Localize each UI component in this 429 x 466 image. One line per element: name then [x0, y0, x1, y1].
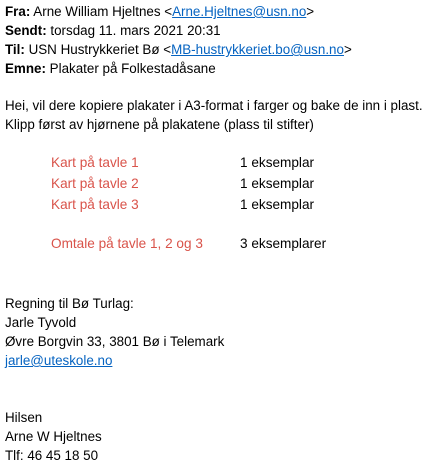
closing-text: Hilsen: [5, 410, 43, 425]
billing-email-row: [5, 353, 112, 368]
order-qty-2: 1 eksemplar: [240, 176, 315, 191]
intro-line-1: Hei, vil dere kopiere plakater i A3-format i farger og bake de inn i plast.: [5, 98, 423, 113]
order-item-3: Kart på tavle 3: [51, 197, 139, 212]
billing-address: Øvre Borgvin 33, 3801 Bø i Telemark: [5, 334, 225, 349]
to-email-link[interactable]: MB-hustrykkeriet.bo@usn.no: [171, 42, 344, 57]
to-name: USN Hustrykkeriet Bø <: [28, 42, 172, 57]
order-qty-3: 1 eksemplar: [240, 197, 315, 212]
to-label: Til:: [5, 42, 25, 57]
sent-label: Sendt:: [5, 23, 47, 38]
sent-row: [5, 23, 221, 38]
from-row: [5, 4, 314, 19]
to-row: [5, 42, 352, 57]
order-item-2: Kart på tavle 2: [51, 176, 139, 191]
subject-value: Plakater på Folkestadåsane: [49, 61, 216, 76]
order-item-4: Omtale på tavle 1, 2 og 3: [51, 236, 203, 251]
order-item-1: Kart på tavle 1: [51, 155, 139, 170]
signature-name: Arne W Hjeltnes: [5, 429, 102, 444]
from-email-link[interactable]: Arne.Hjeltnes@usn.no: [172, 4, 307, 19]
from-name: Arne William Hjeltnes <: [33, 4, 173, 19]
subject-row: [5, 61, 216, 76]
order-qty-4: 3 eksemplarer: [240, 236, 327, 251]
billing-name: Jarle Tyvold: [5, 315, 77, 330]
signature-phone: Tlf: 46 45 18 50: [5, 448, 99, 463]
order-qty-1: 1 eksemplar: [240, 155, 315, 170]
from-label: Fra:: [5, 4, 31, 19]
billing-email-link[interactable]: jarle@uteskole.no: [5, 353, 113, 368]
billing-heading: Regning til Bø Turlag:: [5, 296, 134, 311]
sent-value: torsdag 11. mars 2021 20:31: [50, 23, 221, 38]
intro-line-2: Klipp først av hjørnene på plakatene (plass til stifter): [5, 117, 314, 132]
from-close: >: [306, 4, 315, 19]
to-close: >: [343, 42, 352, 57]
subject-label: Emne:: [5, 61, 46, 76]
